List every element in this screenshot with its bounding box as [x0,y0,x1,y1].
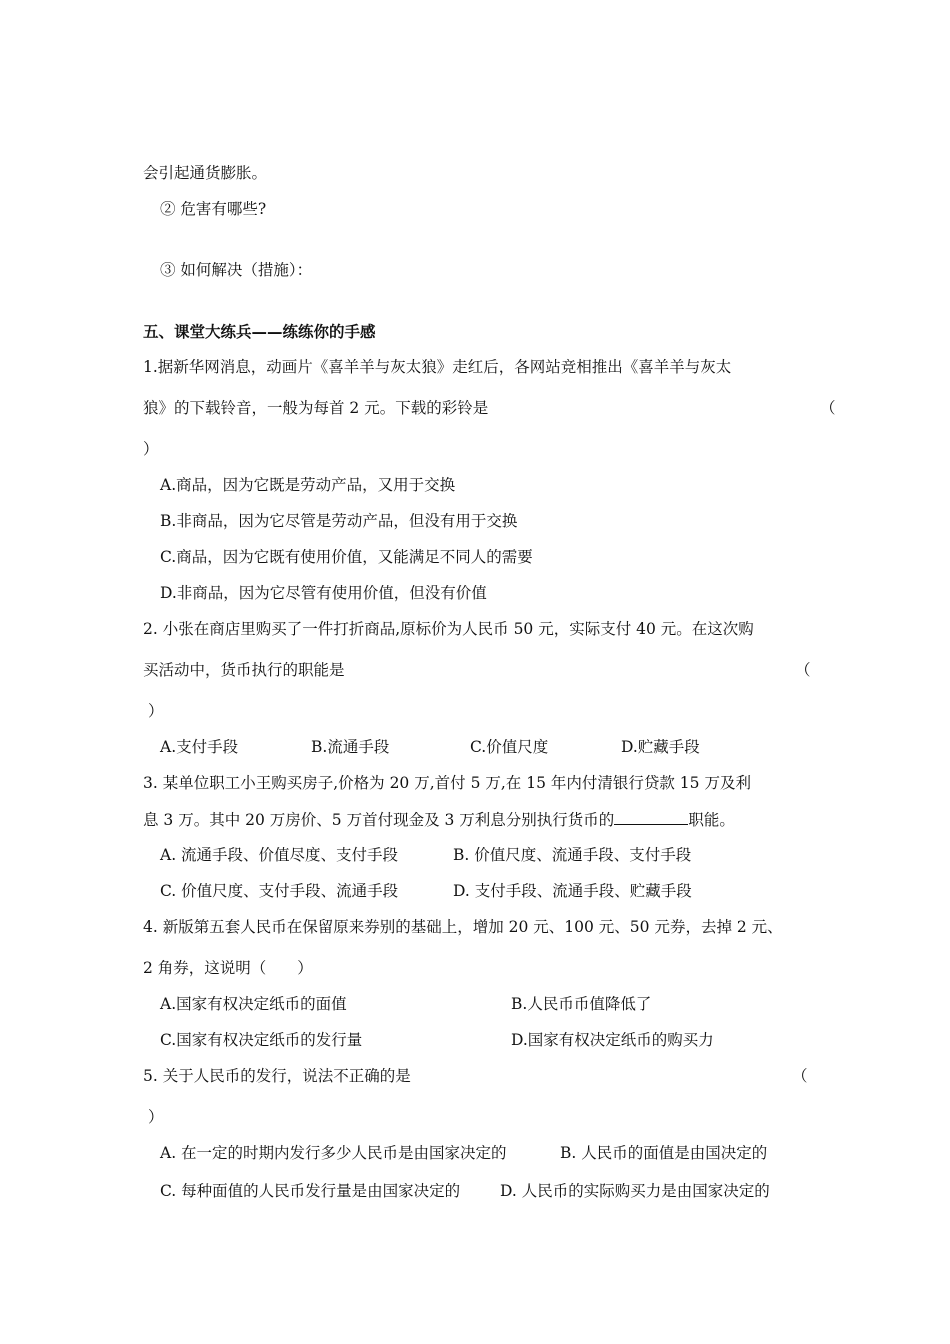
question-3-option-b: B. 价值尺度、流通手段、支付手段 [453,846,692,864]
question-1-option-a: A.商品，因为它既是劳动产品，又用于交换 [160,476,456,494]
question-1-option-d: D.非商品，因为它尽管有使用价值，但没有价值 [160,584,487,602]
question-2-paren-open: （ [795,661,811,679]
question-2-option-d: D.贮藏手段 [621,738,700,756]
question-3-line-2-suffix: 职能。 [688,811,735,829]
question-5-paren-open: （ [792,1067,808,1085]
section-title: 五、课堂大练兵——练练你的手感 [143,323,376,341]
question-4-option-b: B.人民币币值降低了 [511,995,652,1013]
question-3-line-2-text: 息 3 万。其中 20 万房价、5 万首付现金及 3 万利息分别执行货币的 [143,811,615,829]
question-2-line-2: 买活动中，货币执行的职能是 [143,661,345,679]
question-3-line-2 [143,809,735,830]
question-2-line-1: 2. 小张在商店里购买了一件打折商品,原标价为人民币 50 元，实际支付 40 元。在这次购 [143,620,754,638]
question-5-option-b: B. 人民币的面值是由国决定的 [560,1144,768,1162]
question-1-line-2: 狼》的下载铃音，一般为每首 2 元。下载的彩铃是 [143,399,489,417]
question-5-option-a: A. 在一定的时期内发行多少人民币是由国家决定的 [160,1144,507,1162]
question-4-line-2: 2 角券，这说明（ ） [143,959,313,977]
question-2-option-a: A.支付手段 [160,738,239,756]
question-5-option-d: D. 人民币的实际购买力是由国家决定的 [500,1182,770,1200]
question-5-option-c: C. 每种面值的人民币发行量是由国家决定的 [160,1182,461,1200]
answer-blank[interactable] [614,809,688,825]
question-4-line-1: 4. 新版第五套人民币在保留原来券别的基础上，增加 20 元、100 元、50 元券，去掉 2 元、 [143,918,783,936]
question-4-option-a: A.国家有权决定纸币的面值 [160,995,347,1013]
question-3-option-a: A. 流通手段、价值尽度、支付手段 [160,846,399,864]
question-2-option-b: B.流通手段 [311,738,390,756]
question-5-line-1: 5. 关于人民币的发行，说法不正确的是 [143,1067,411,1085]
question-4-option-d: D.国家有权决定纸币的购买力 [511,1031,714,1049]
question-3-line-1: 3. 某单位职工小王购买房子,价格为 20 万,首付 5 万,在 15 年内付清银行贷款 15 万及利 [143,774,751,792]
question-1-option-b: B.非商品，因为它尽管是劳动产品，但没有用于交换 [160,512,518,530]
question-3-option-d: D. 支付手段、流通手段、贮藏手段 [453,882,692,900]
sub-question-3: ③ 如何解决（措施）： [160,261,313,279]
question-3-option-c: C. 价值尺度、支付手段、流通手段 [160,882,399,900]
sub-question-2: ② 危害有哪些? [160,200,267,218]
question-1-option-c: C.商品，因为它既有使用价值，又能满足不同人的需要 [160,548,533,566]
question-2-paren-close: ） [148,702,164,720]
question-5-paren-close: ） [148,1108,164,1126]
intro-line: 会引起通货膨胀。 [143,164,268,182]
question-1-paren-open: （ [820,399,836,417]
question-1-paren-close: ） [143,440,159,458]
question-1-line-1: 1.据新华网消息，动画片《喜羊羊与灰太狼》走红后，各网站竞相推出《喜羊羊与灰太 [143,358,732,376]
question-2-option-c: C.价值尺度 [470,738,549,756]
question-4-option-c: C.国家有权决定纸币的发行量 [160,1031,363,1049]
